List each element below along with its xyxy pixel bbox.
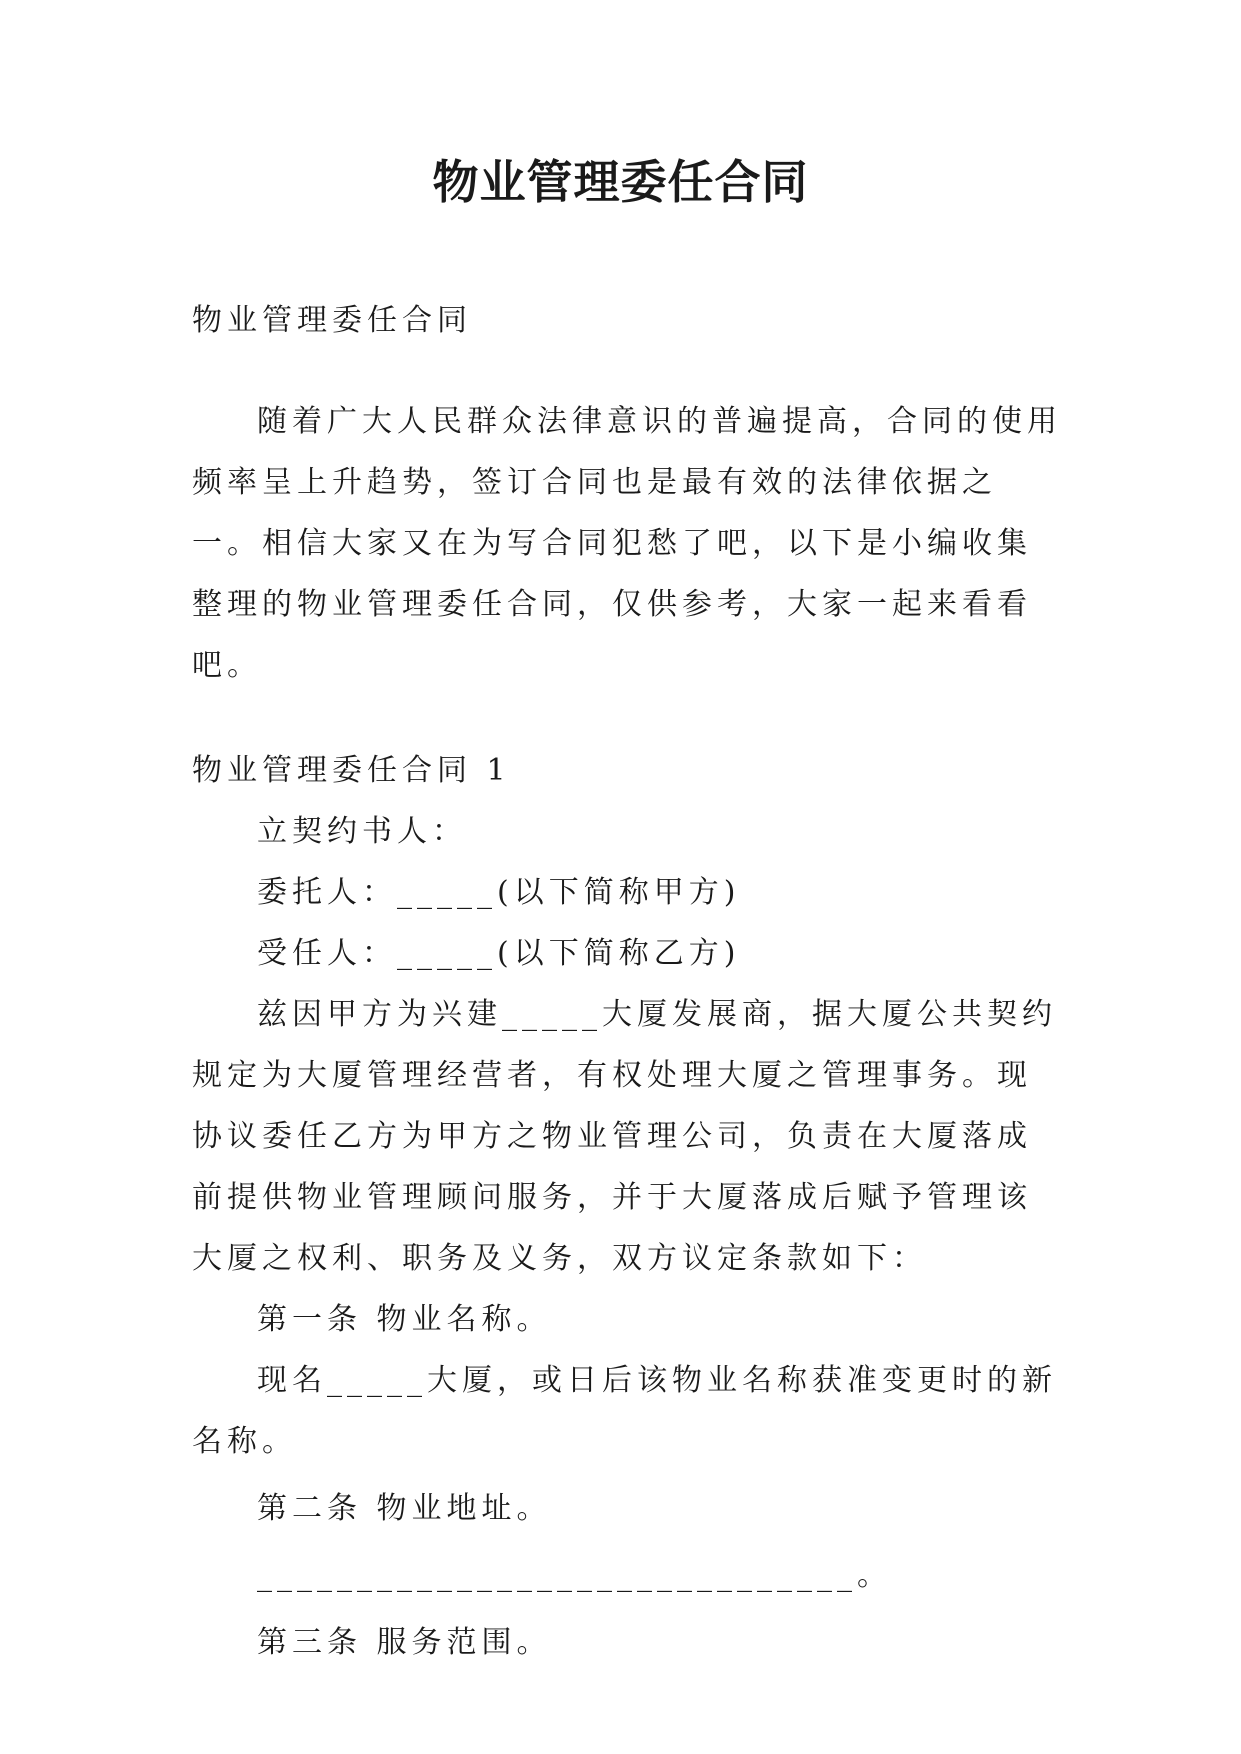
- document-body: [192, 290, 1062, 1673]
- section-heading: 物业管理委任合同 1: [192, 753, 511, 788]
- preamble-paragraph: 兹因甲方为兴建_____大厦发展商，据大厦公共契约规定为大厦管理经营者，有权处理大厦之管理事务。现协议委任乙方为甲方之物业管理公司，负责在大厦落成前提供物业管理顾问服务，并于大厦落成后赋予管理该大厦之权利、职务及义务，双方议定条款如下：: [192, 997, 1057, 1276]
- document-title: 物业管理委任合同: [432, 155, 809, 209]
- document-subtitle: 物业管理委任合同: [192, 303, 472, 338]
- article-3-title: 第三条 服务范围。: [257, 1625, 552, 1660]
- intro-paragraph: 随着广大人民群众法律意识的普遍提高，合同的使用频率呈上升趋势，签订合同也是最有效的法律依据之一。相信大家又在为写合同犯愁了吧，以下是小编收集整理的物业管理委任合同，仅供参考，大家一起来看看吧。: [192, 404, 1062, 683]
- article-1-title: 第一条 物业名称。: [257, 1302, 552, 1337]
- parties-label: 立契约书人：: [257, 814, 467, 849]
- agent-line: 受任人：_____(以下简称乙方): [257, 936, 741, 971]
- article-2-title: 第二条 物业地址。: [257, 1491, 552, 1526]
- article-1-body: 现名_____大厦，或日后该物业名称获准变更时的新名称。: [192, 1363, 1057, 1459]
- article-2-body: ______________________________。: [257, 1558, 892, 1593]
- principal-line: 委托人：_____(以下简称甲方): [257, 875, 741, 910]
